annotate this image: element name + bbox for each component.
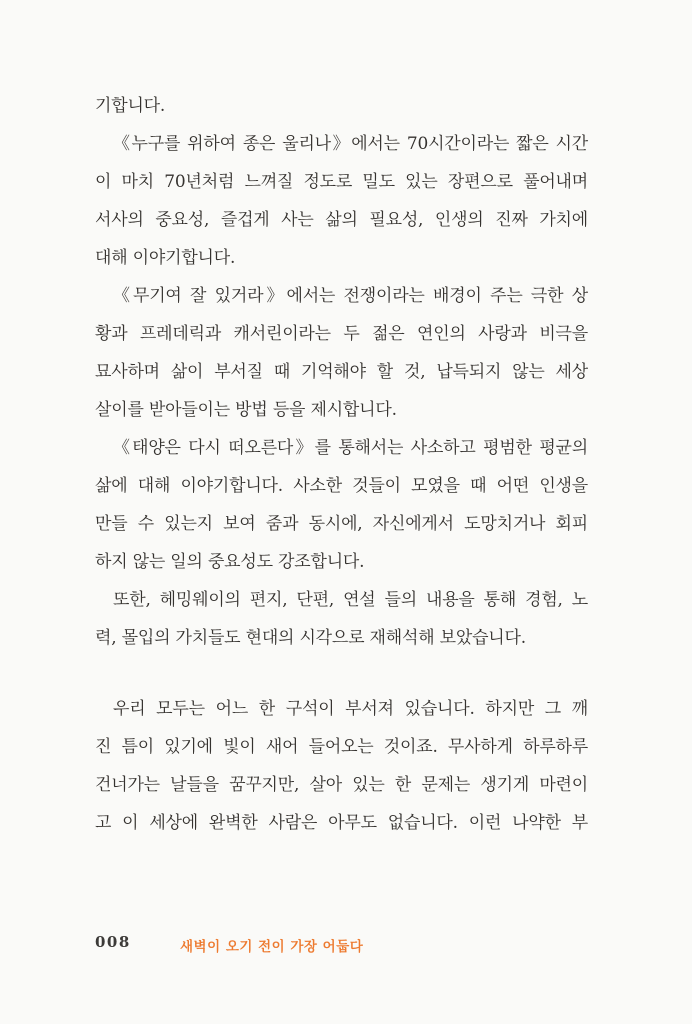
body-text-block (95, 87, 588, 842)
text-line: 건너가는 날들을 꿈꾸지만, 살아 있는 한 문제는 생기게 마련이 (95, 775, 588, 795)
text-line: 하지 않는 일의 중요성도 강조합니다. (95, 552, 365, 572)
running-title: 새벽이 오기 전이 가장 어둡다 (180, 939, 364, 955)
text-line: 《태양은 다시 떠오른다》를 통해서는 사소하고 평범한 평균의 (113, 438, 588, 458)
page-number: 008 (95, 933, 131, 951)
text-line: 대해 이야기합니다. (95, 248, 236, 268)
text-line: 《누구를 위하여 종은 울리나》에서는 70시간이라는 짧은 시간 (113, 134, 588, 154)
text-line: 서사의 중요성, 즐겁게 사는 삶의 필요성, 인생의 진짜 가치에 (95, 210, 588, 230)
text-line: 우리 모두는 어느 한 구석이 부서져 있습니다. 하지만 그 깨 (113, 699, 588, 719)
text-line: 기합니다. (95, 96, 166, 116)
text-line: 력, 몰입의 가치들도 현대의 시각으로 재해석해 보았습니다. (95, 628, 526, 648)
text-line: 《무기여 잘 있거라》에서는 전쟁이라는 배경이 주는 극한 상 (113, 286, 588, 306)
text-line: 만들 수 있는지 보여 줌과 동시에, 자신에게서 도망치거나 회피 (95, 514, 588, 534)
text-line: 황과 프레데릭과 캐서린이라는 두 젊은 연인의 사랑과 비극을 (95, 324, 588, 344)
text-line: 또한, 헤밍웨이의 편지, 단편, 연설 들의 내용을 통해 경험, 노 (113, 590, 588, 610)
text-line: 진 틈이 있기에 빛이 새어 들어오는 것이죠. 무사하게 하루하루 (95, 737, 588, 757)
page-footer (0, 933, 692, 957)
text-line: 살이를 받아들이는 방법 등을 제시합니다. (95, 400, 397, 420)
text-line: 묘사하며 삶이 부서질 때 기억해야 할 것, 납득되지 않는 세상 (95, 362, 588, 382)
text-line: 이 마치 70년처럼 느껴질 정도로 밀도 있는 장편으로 풀어내며 (95, 172, 588, 192)
text-line: 삶에 대해 이야기합니다. 사소한 것들이 모였을 때 어떤 인생을 (95, 476, 588, 496)
text-line: 고 이 세상에 완벽한 사람은 아무도 없습니다. 이런 나약한 부 (95, 813, 588, 833)
